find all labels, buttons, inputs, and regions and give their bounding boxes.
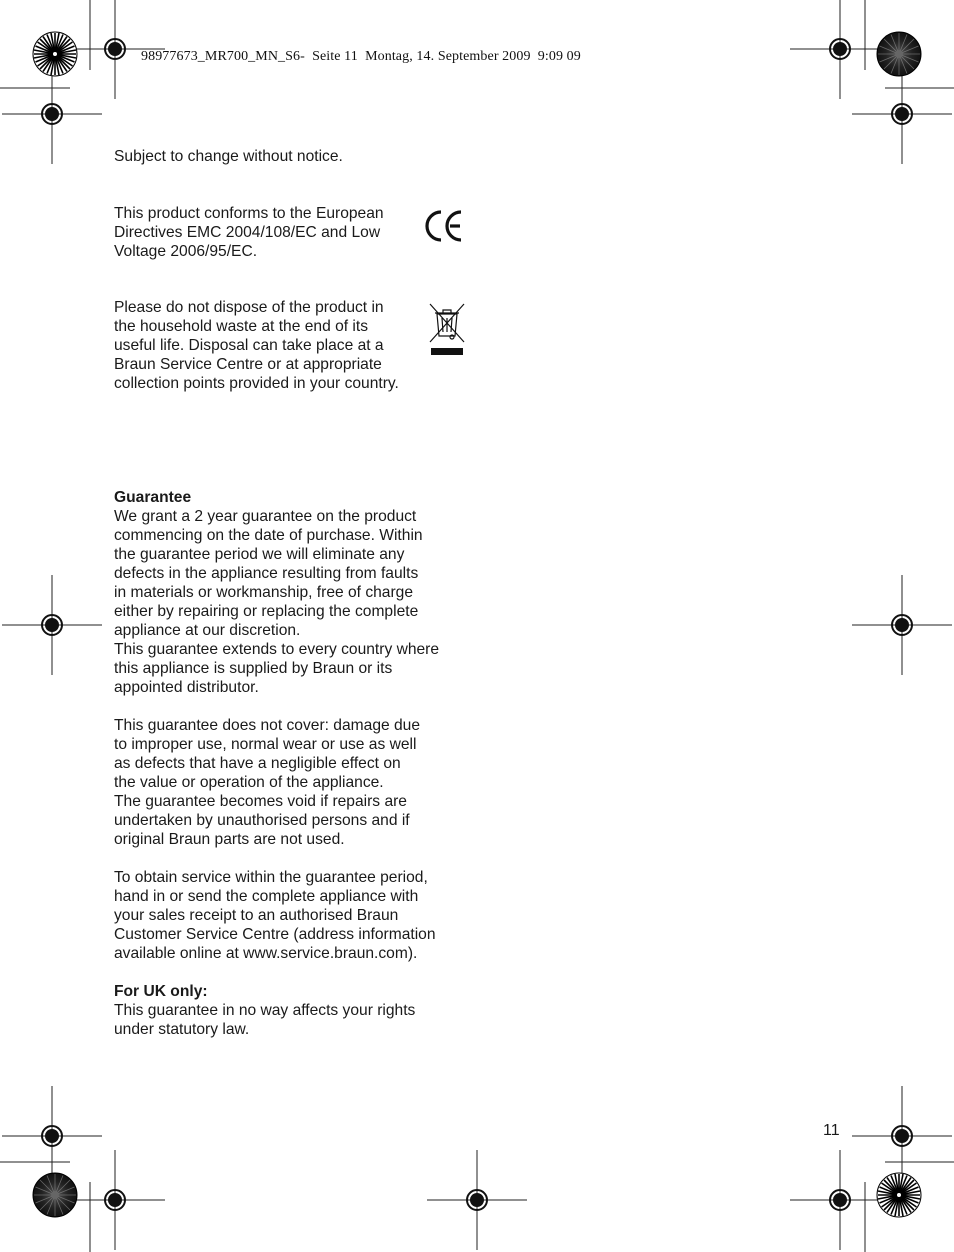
text-line: Voltage 2006/95/EC.	[114, 243, 258, 260]
text-line: original Braun parts are not used.	[114, 831, 345, 848]
text-line: this appliance is supplied by Braun or its	[114, 660, 393, 677]
text-line: in materials or workmanship, free of charge	[114, 584, 414, 601]
color-calibration-wheel-icon	[877, 1173, 921, 1217]
text-line: Directives EMC 2004/108/EC and Low	[114, 224, 381, 241]
text-line: the value or operation of the appliance.	[114, 774, 384, 791]
change-notice-text: Subject to change without notice.	[114, 148, 343, 165]
color-calibration-wheel-icon	[877, 32, 921, 76]
text-line: your sales receipt to an authorised Braun	[114, 907, 399, 924]
guarantee-section	[114, 488, 474, 1039]
text-line: This guarantee extends to every country where	[114, 641, 440, 658]
paragraph-gap	[114, 963, 474, 982]
text-line: appointed distributor.	[114, 679, 259, 696]
text-line: commencing on the date of purchase. Within	[114, 527, 423, 544]
text-line: This guarantee in no way affects your rights	[114, 1002, 416, 1019]
text-line: This product conforms to the European	[114, 205, 384, 222]
text-line: defects in the appliance resulting from faults	[114, 565, 419, 582]
paragraph-gap	[114, 849, 474, 868]
uk-only-heading: For UK only:	[114, 983, 208, 1000]
text-line: We grant a 2 year guarantee on the product	[114, 508, 417, 525]
ce-conformity-text	[114, 204, 474, 261]
text-line: appliance at our discretion.	[114, 622, 301, 639]
text-line: hand in or send the complete appliance with	[114, 888, 419, 905]
text-line: as defects that have a negligible effect on	[114, 755, 401, 772]
text-line: The guarantee becomes void if repairs are	[114, 793, 407, 810]
crossed-out-wheelie-bin-icon	[428, 302, 466, 358]
text-line: Please do not dispose of the product in	[114, 299, 384, 316]
change-notice	[114, 147, 474, 166]
page-number: 11	[823, 1122, 840, 1139]
text-line: under statutory law.	[114, 1021, 250, 1038]
guarantee-heading: Guarantee	[114, 489, 192, 506]
text-line: To obtain service within the guarantee period,	[114, 869, 428, 886]
text-line: to improper use, normal wear or use as well	[114, 736, 417, 753]
text-line: Braun Service Centre or at appropriate	[114, 356, 382, 373]
text-line: available online at www.service.braun.com).	[114, 945, 418, 962]
print-job-slug: 98977673_MR700_MN_S6- Seite 11 Montag, 14. September 2009 9:09 09	[141, 49, 581, 64]
color-calibration-wheel-icon	[33, 32, 77, 76]
paragraph-gap	[114, 697, 474, 716]
text-line: undertaken by unauthorised persons and if	[114, 812, 410, 829]
disposal-notice	[114, 298, 474, 393]
text-line: either by repairing or replacing the complete	[114, 603, 419, 620]
text-line: collection points provided in your country.	[114, 375, 399, 392]
text-line: useful life. Disposal can take place at a	[114, 337, 384, 354]
text-line: Customer Service Centre (address information	[114, 926, 436, 943]
color-calibration-wheel-icon	[33, 1173, 77, 1217]
text-line: the household waste at the end of its	[114, 318, 369, 335]
text-line: the guarantee period we will eliminate any	[114, 546, 405, 563]
ce-mark-icon	[425, 209, 465, 243]
text-line: This guarantee does not cover: damage due	[114, 717, 421, 734]
